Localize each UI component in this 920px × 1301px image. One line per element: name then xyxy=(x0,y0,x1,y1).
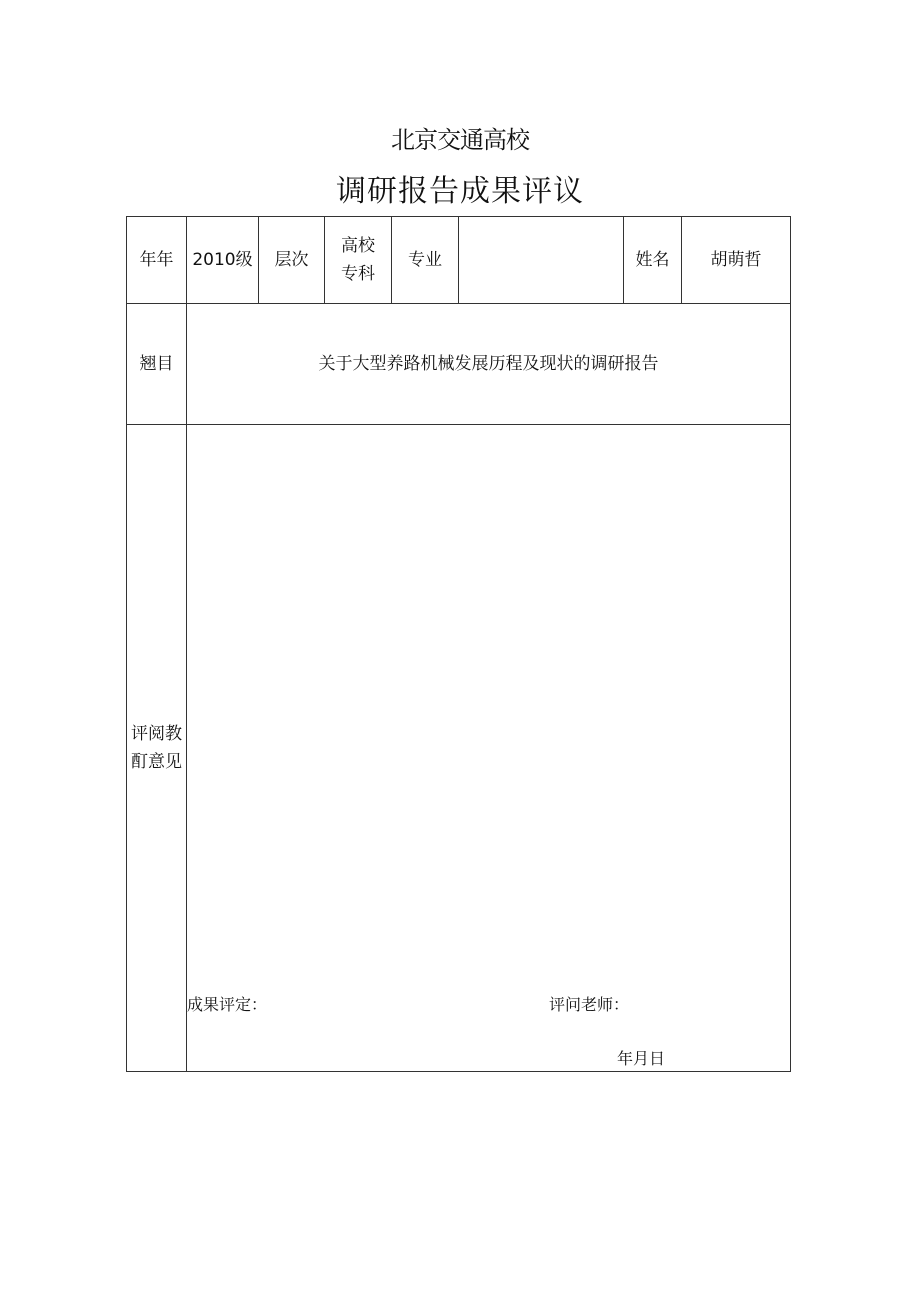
level-value xyxy=(325,217,392,304)
opinion-label-line1: 评阅教 xyxy=(131,724,182,744)
level-value-line2: 专科 xyxy=(341,264,375,284)
opinion-row xyxy=(127,425,791,1072)
topic-row xyxy=(127,304,791,425)
opinion-label xyxy=(127,425,187,1072)
name-value: 胡萌哲 xyxy=(682,217,791,304)
topic-label: 翘目 xyxy=(127,304,187,425)
grade-label: 年年 xyxy=(127,217,187,304)
grade-value: 2010级 xyxy=(187,217,259,304)
level-label: 层次 xyxy=(259,217,325,304)
info-row xyxy=(127,217,791,304)
major-label: 专业 xyxy=(392,217,459,304)
evaluation-form-table xyxy=(126,216,791,1072)
level-value-line1: 高校 xyxy=(341,236,375,256)
school-name: 北京交通高校 xyxy=(391,126,529,154)
opinion-area xyxy=(187,425,791,1072)
name-label: 姓名 xyxy=(624,217,682,304)
date-label: 年月日 xyxy=(617,1049,666,1068)
teacher-signature-label: 评问老师： xyxy=(549,995,630,1014)
topic-value: 关于大型养路机械发展历程及现状的调研报告 xyxy=(187,304,791,425)
document-title: 调研报告成果评议 xyxy=(336,174,584,209)
result-label: 成果评定： xyxy=(187,995,268,1014)
opinion-label-line2: 酊意见 xyxy=(131,752,182,772)
major-value xyxy=(459,217,624,304)
